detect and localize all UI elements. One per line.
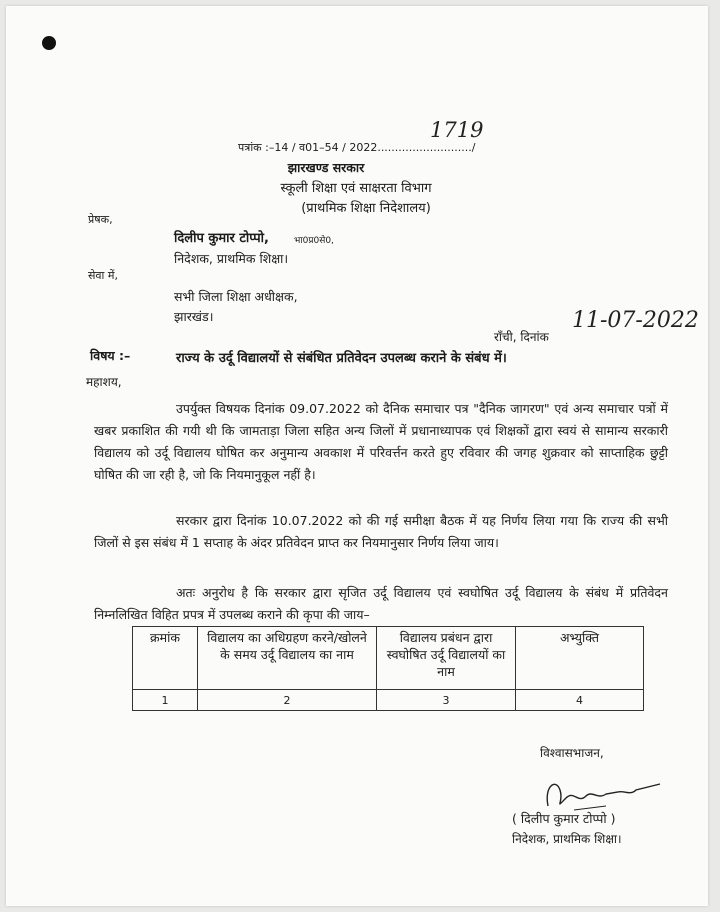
table-cell: 1: [133, 690, 198, 711]
government-name: झारखण्ड सरकार: [287, 160, 365, 175]
recipient-line-1: सभी जिला शिक्षा अधीक्षक,: [174, 289, 298, 304]
report-format-table: [132, 626, 644, 711]
place-date-label: राँची, दिनांक: [494, 330, 549, 344]
subject-text: राज्य के उर्दू विद्यालयों से संबंधित प्रतिवेदन उपलब्ध कराने के संबंध में।: [176, 351, 507, 366]
subject-label: विषय :–: [90, 348, 131, 363]
table-header-cell: विद्यालय का अधिग्रहण करने/खोलने के समय उर्दू विद्यालय का नाम: [198, 627, 377, 690]
office-name: (प्राथमिक शिक्षा निदेशालय): [301, 201, 431, 216]
table-cell: 3: [377, 690, 516, 711]
handwritten-date: 11-07-2022: [572, 308, 699, 333]
paragraph-2: सरकार द्वारा दिनांक 10.07.2022 को की गई समीक्षा बैठक में यह निर्णय लिया गया कि राज्य की सभी जिलों से इस संबंध में 1 सप्ताह के अंदर प्रतिवेदन प्राप्त कर नियमानुसार निर्णय लिया जाय।: [94, 513, 668, 550]
sender-designation: निदेशक, प्राथमिक शिक्षा।: [174, 251, 289, 266]
signatory-name: ( दिलीप कुमार टोप्पो ): [512, 811, 616, 826]
table-header-row: [133, 627, 644, 690]
salutation: महाशय,: [86, 375, 122, 389]
paragraph-1: उपर्युक्त विषयक दिनांक 09.07.2022 को दैनिक समाचार पत्र "दैनिक जागरण" एवं अन्य समाचार पत्रों में खबर प्रकाशित की गयी थी कि जामताड़ा जिला सहित अन्य जिलों में प्रधानाध्यापक एवं शिक्षकों द्वारा स्वयं से सामान्य सरकारी विद्यालय को उर्दू विद्यालय घोषित कर अनुमान्य अवकाश में परिवर्त्तन करते हुए रविवार की जगह शुक्रवार को साप्ताहिक छुट्टी घोषित की जा रही है, जो कि नियमानुकूल नहीं है।: [94, 401, 668, 482]
sender-service: भा0प्र0से0,: [294, 236, 334, 246]
sender-label: प्रेषक,: [88, 213, 113, 226]
table-row: [133, 690, 644, 711]
closing-text: विश्वासभाजन,: [540, 746, 604, 760]
table-header-cell: क्रमांक: [133, 627, 198, 690]
hole-punch-mark: [42, 36, 56, 50]
recipient-line-2: झारखंड।: [174, 309, 214, 324]
handwritten-letter-number: 1719: [430, 118, 484, 142]
department-name: स्कूली शिक्षा एवं साक्षरता विभाग: [280, 181, 432, 196]
recipient-label: सेवा में,: [88, 269, 118, 282]
reference-number: पत्रांक :–14 / व01–54 / 2022.........................../: [238, 141, 476, 154]
signatory-designation: निदेशक, प्राथमिक शिक्षा।: [512, 832, 622, 846]
sender-name: दिलीप कुमार टोप्पो,: [174, 231, 269, 246]
table-header-cell: अभ्युक्ति: [516, 627, 644, 690]
table-header-cell: विद्यालय प्रबंधन द्वारा स्वघोषित उर्दू विद्यालयों का नाम: [377, 627, 516, 690]
paragraph-3: अतः अनुरोध है कि सरकार द्वारा सृजित उर्दू विद्यालय एवं स्वघोषित उर्दू विद्यालय के संबंध में प्रतिवेदन निम्नलिखित विहित प्रपत्र में उपलब्ध कराने की कृपा की जाय–: [94, 585, 668, 622]
table-cell: 2: [198, 690, 377, 711]
letter-page: [6, 6, 708, 906]
table-cell: 4: [516, 690, 644, 711]
